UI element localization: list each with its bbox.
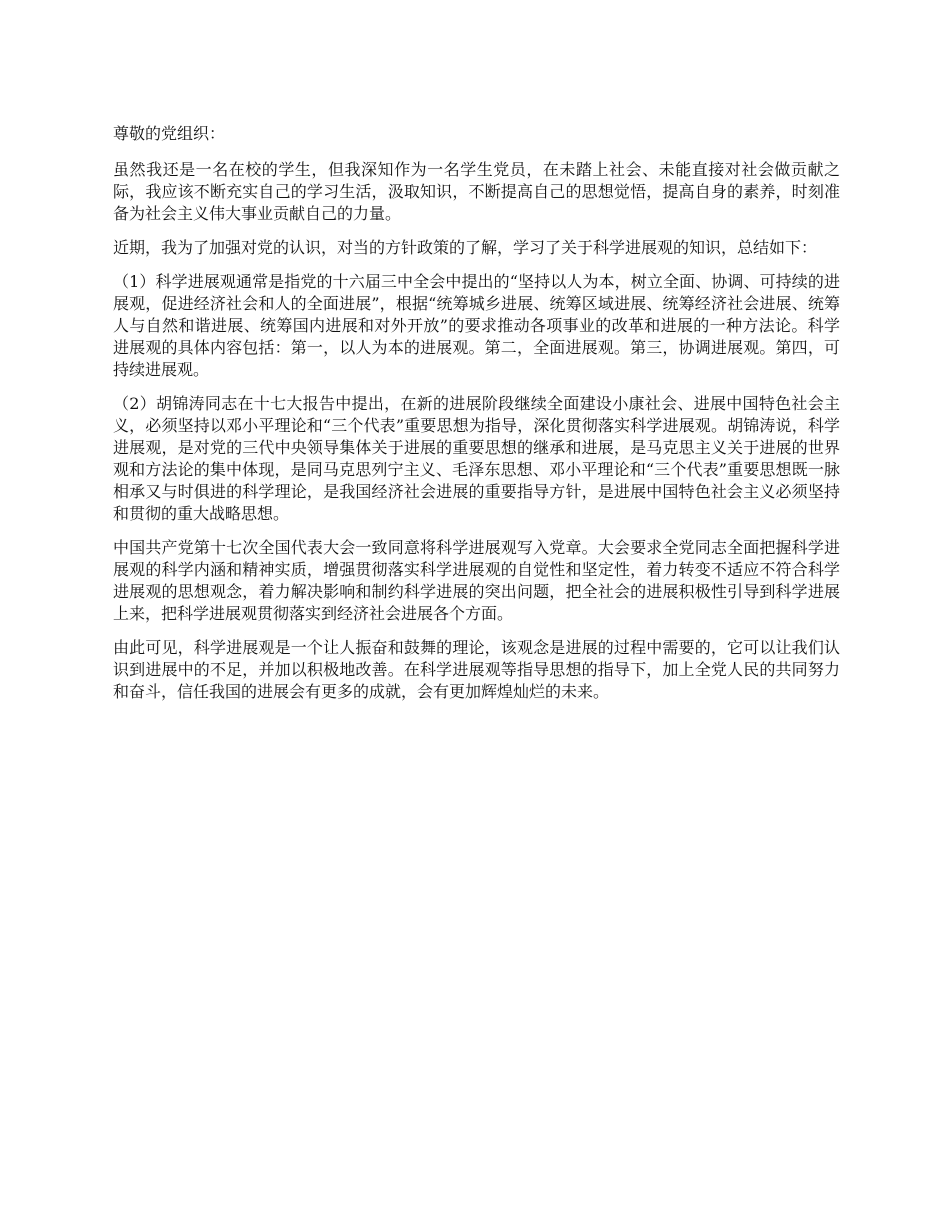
paragraph-party-congress: 中国共产党第十七次全国代表大会一致同意将科学进展观写入党章。大会要求全党同志全面把握科学进展观的科学内涵和精神实质，增强贯彻落实科学进展观的自觉性和坚定性，着力转变不适应不符合科学进展观的思想观念，着力解决影响和制约科学进展的突出问题，把全社会的进展积极性引导到科学进展上来，把科学进展观贯彻落实到经济社会进展各个方面。: [113, 538, 840, 623]
salutation: 尊敬的党组织：: [113, 124, 226, 143]
paragraph-intro: 虽然我还是一名在校的学生，但我深知作为一名学生党员，在未踏上社会、未能直接对社会做贡献之际，我应该不断充实自己的学习生活，汲取知识，不断提高自己的思想觉悟，提高自身的素养，时刻准备为社会主义伟大事业贡献自己的力量。: [113, 160, 840, 223]
paragraph-summary-lead: 近期，我为了加强对党的认识，对当的方针政策的了解，学习了关于科学进展观的知识，总结如下：: [113, 238, 818, 257]
paragraph-point-1: （1）科学进展观通常是指党的十六届三中全会中提出的“坚持以人为本，树立全面、协调、可持续的进展观，促进经济社会和人的全面进展”，根据“统筹城乡进展、统筹区域进展、统筹经济社会进展、统筹人与自然和谐进展、统筹国内进展和对外开放”的要求推动各项事业的改革和进展的一种方法论。科学进展观的具体内容包括：第一，以人为本的进展观。第二，全面进展观。第三，协调进展观。第四，可持续进展观。: [113, 272, 840, 379]
paragraph-conclusion: 由此可见，科学进展观是一个让人振奋和鼓舞的理论，该观念是进展的过程中需要的，它可以让我们认识到进展中的不足，并加以积极地改善。在科学进展观等指导思想的指导下，加上全党人民的共同努力和奋斗，信任我国的进展会有更多的成就，会有更加辉煌灿烂的未来。: [113, 638, 840, 701]
paragraph-point-2: （2）胡锦涛同志在十七大报告中提出，在新的进展阶段继续全面建设小康社会、进展中国特色社会主义，必须坚持以邓小平理论和“三个代表”重要思想为指导，深化贯彻落实科学进展观。胡锦涛说，科学进展观，是对党的三代中央领导集体关于进展的重要思想的继承和进展，是马克思主义关于进展的世界观和方法论的集中体现，是同马克思列宁主义、毛泽东思想、邓小平理论和“三个代表”重要思想既一脉相承又与时俱进的科学理论，是我国经济社会进展的重要指导方针，是进展中国特色社会主义必须坚持和贯彻的重大战略思想。: [113, 394, 840, 523]
letter-body: [113, 123, 840, 715]
